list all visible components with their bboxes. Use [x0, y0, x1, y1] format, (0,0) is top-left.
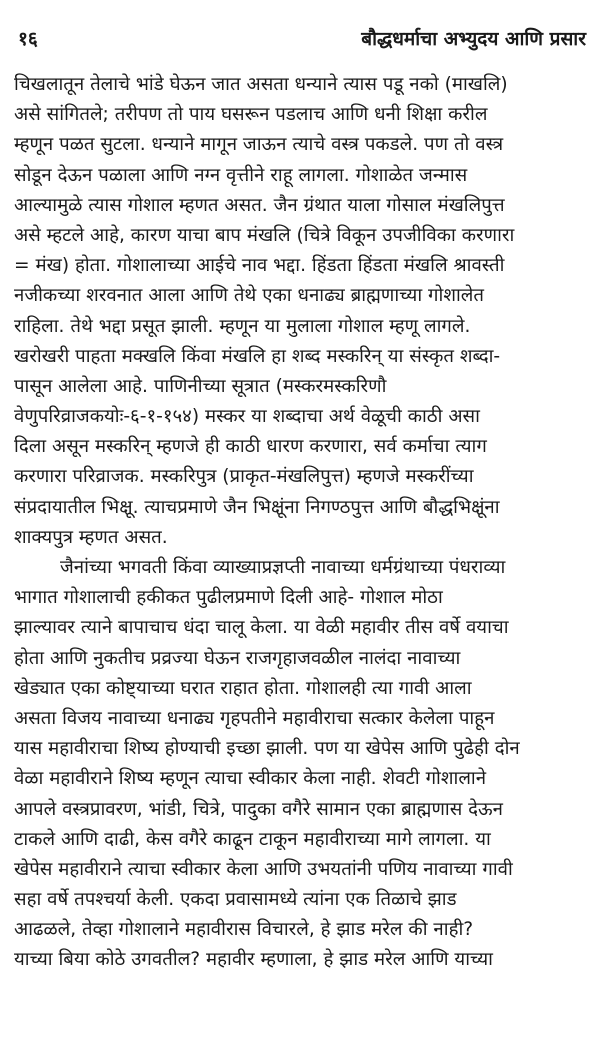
text-line: होता आणि नुकतीच प्रव्रज्या घेऊन राजगृहाजवळील नालंदा नावाच्या: [14, 647, 461, 669]
running-title: बौद्धधर्माचा अभ्युदय आणि प्रसार: [361, 28, 586, 50]
paragraph: [14, 553, 588, 976]
text-line: खेपेस महावीराने त्याचा स्वीकार केला आणि उभयतांनी पणिय नावाच्या गावी: [14, 858, 513, 880]
text-line: म्हणून पळत सुटला. धन्याने मागून जाऊन त्याचे वस्त्र पकडले. पण तो वस्त्र: [14, 134, 504, 156]
text-line: झाल्यावर त्याने बापाचाच धंदा चालू केला. या वेळी महावीर तीस वर्षे वयाचा: [14, 617, 509, 639]
text-line: करणारा परिव्राजक. मस्करिपुत्र (प्राकृत-मंखलिपुत्त) म्हणजे मस्करींच्या: [14, 466, 474, 488]
text-line: खरोखरी पाहता मक्खलि किंवा मंखलि हा शब्द मस्करिन् या संस्कृत शब्दा-: [14, 345, 501, 367]
text-line: आपले वस्त्रप्रावरण, भांडी, चित्रे, पादुका वगैरे सामान एका ब्राह्मणास देऊन: [14, 798, 503, 820]
text-line: भागात गोशालाची हकीकत पुढीलप्रमाणे दिली आहे- गोशाल मोठा: [14, 587, 443, 609]
page-header: [14, 22, 588, 56]
text-line: दिला असून मस्करिन् म्हणजे ही काठी धारण करणारा, सर्व कर्माचा त्याग: [14, 436, 487, 458]
text-line: सोडून देऊन पळाला आणि नग्न वृत्तीने राहू लागला. गोशाळेत जन्मास: [14, 164, 468, 186]
text-line: आढळले, तेव्हा गोशालाने महावीरास विचारले, हे झाड मरेल की नाही?: [14, 919, 474, 941]
text-line: शाक्यपुत्र म्हणत असत.: [14, 526, 168, 548]
text-line: नजीकच्या शरवनात आला आणि तेथे एका धनाढ्य ब्राह्मणाच्या गोशालेत: [14, 285, 484, 307]
text-line: पासून आलेला आहे. पाणिनीच्या सूत्रात (मस्करमस्करिणौ: [14, 375, 387, 397]
text-line: यास महावीराचा शिष्य होण्याची इच्छा झाली. पण या खेपेस आणि पुढेही दोन: [14, 738, 520, 760]
text-line: आल्यामुळे त्यास गोशाल म्हणत असत. जैन ग्रंथात याला गोसाल मंखलिपुत्त: [14, 194, 505, 216]
text-line: असे म्हटले आहे, कारण याचा बाप मंखलि (चित्रे विकून उपजीविका करणारा: [14, 224, 515, 246]
text-line: वेणुपरिव्राजकयोः-६-१-१५४) मस्कर या शब्दाचा अर्थ वेळूची काठी असा: [14, 406, 480, 428]
text-line: सहा वर्षे तपश्चर्या केली. एकदा प्रवासामध्ये त्यांना एक तिळाचे झाड: [14, 889, 457, 911]
text-line: राहिला. तेथे भद्दा प्रसूत झाली. म्हणून या मुलाला गोशाल म्हणू लागले.: [14, 315, 471, 337]
text-line: = मंख) होता. गोशालाच्या आईचे नाव भद्दा. हिंडता हिंडता मंखलि श्रावस्ती: [14, 255, 505, 277]
body-text: [14, 70, 588, 976]
text-line: असे सांगितले; तरीपण तो पाय घसरून पडलाच आणि धनी शिक्षा करील: [14, 104, 488, 126]
text-line: खेड्यात एका कोष्ट्याच्या घरात राहात होता. गोशालही त्या गावी आला: [14, 677, 472, 699]
text-line: चिखलातून तेलाचे भांडे घेऊन जात असता धन्याने त्यास पडू नको (माखलि): [14, 74, 508, 95]
text-line: टाकले आणि दाढी, केस वगैरे काढून टाकून महावीराच्या मागे लागला. या: [14, 828, 491, 850]
text-line: जैनांच्या भगवती किंवा व्याख्याप्रज्ञप्ती नावाच्या धर्मग्रंथाच्या पंधराव्या: [60, 557, 506, 578]
page-number: १६: [18, 28, 38, 50]
text-line: याच्या बिया कोठे उगवतील? महावीर म्हणाला, हे झाड मरेल आणि याच्या: [14, 949, 493, 971]
text-line: वेळा महावीराने शिष्य म्हणून त्याचा स्वीकार केला नाही. शेवटी गोशालाने: [14, 768, 487, 790]
text-line: संप्रदायातील भिक्षू. त्याचप्रमाणे जैन भिक्षूंना निगण्ठपुत्त आणि बौद्धभिक्षूंना: [14, 496, 500, 518]
text-line: असता विजय नावाच्या धनाढ्य गृहपतीने महावीराचा सत्कार केलेला पाहून: [14, 707, 495, 729]
paragraph: [14, 70, 588, 553]
